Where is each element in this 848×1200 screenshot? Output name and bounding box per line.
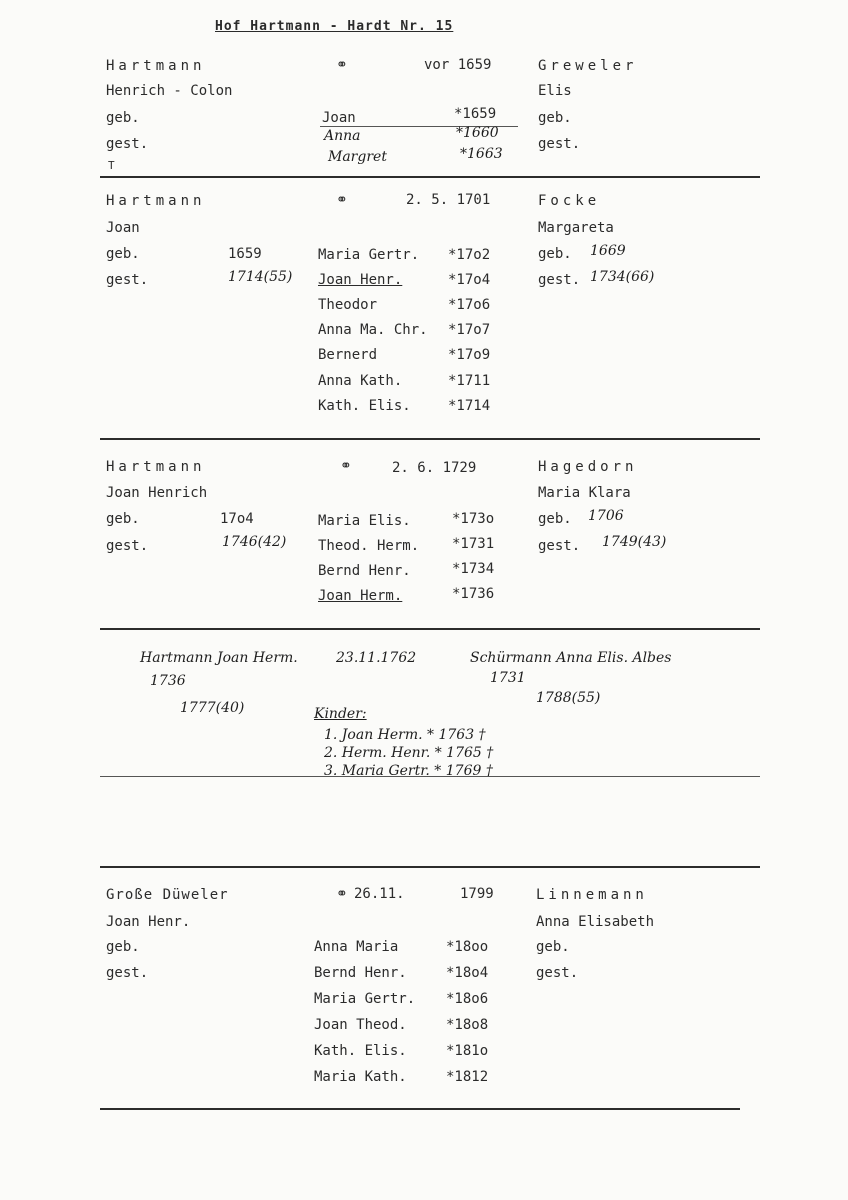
child-date: *173o [452,511,495,527]
child-name: Bernd Henr. [318,563,411,579]
child-date: *1663 [460,146,503,162]
child-date: *1731 [452,536,495,552]
husband-given-name: Joan [106,220,140,236]
husband-born: 17o4 [220,511,254,527]
child-name: Maria Elis. [318,513,411,529]
wife-born-label: geb. [538,110,572,126]
wife-born: 1669 [590,243,626,259]
child-date: *17o4 [448,272,491,288]
child-name: Anna [324,128,361,144]
wife-born-label: geb. [536,939,570,955]
child-name: Maria Gertr. [318,247,420,263]
husband-given-name: Joan Henr. [106,914,191,930]
marriage-symbol: ⚭ [336,192,348,208]
child-date: *1660 [456,125,499,141]
marriage-symbol: ⚭ [340,458,352,474]
child-name: Joan Henr. [318,272,403,288]
child-name: Joan Theod. [314,1017,407,1033]
wife-given-name: Anna Elisabeth [536,914,655,930]
husband-born: 1736 [150,673,186,689]
child-date: *181o [446,1043,489,1059]
section-divider [100,176,760,178]
section-divider [100,628,760,630]
wife-surname: Focke [538,193,601,209]
page-title: Hof Hartmann - Hardt Nr. 15 [215,19,454,34]
husband-died-label: gest. [106,965,149,981]
wife-name: Schürmann Anna Elis. Albes [470,650,672,666]
child-name: Anna Kath. [318,373,403,389]
husband-born-label: geb. [106,939,140,955]
wife-died-label: gest. [538,538,581,554]
child-date: *1812 [446,1069,489,1085]
section-divider [100,776,760,777]
marriage-date: 2. 5. 1701 [406,192,491,208]
wife-died: 1788(55) [536,690,601,706]
child-date: *17o6 [448,297,491,313]
child-date: *1711 [448,373,491,389]
child-name: Margret [328,149,387,165]
child-name: Bernd Henr. [314,965,407,981]
wife-died-label: gest. [536,965,579,981]
child-date: *17o2 [448,247,491,263]
husband-surname: Hartmann [106,459,206,475]
husband-surname: Hartmann [106,193,206,209]
wife-surname: Greweler [538,58,638,74]
child-date: *1714 [448,398,491,414]
section-divider [100,866,760,868]
section-divider [100,438,760,440]
husband-died: 1746(42) [222,534,287,550]
husband-died: 1714(55) [228,269,293,285]
wife-died: 1749(43) [602,534,667,550]
child-entry: 1. Joan Herm. * 1763 † [324,727,486,743]
husband-born-label: geb. [106,511,140,527]
child-date: *17o9 [448,347,491,363]
wife-given-name: Maria Klara [538,485,631,501]
husband-born-label: geb. [106,110,140,126]
husband-died-label: gest. [106,538,149,554]
child-name: Joan Herm. [318,588,403,604]
husband-name: Hartmann Joan Herm. [140,650,298,666]
child-date: *18o8 [446,1017,489,1033]
child-name: Maria Kath. [314,1069,407,1085]
child-name: Kath. Elis. [318,398,411,414]
child-date: *18oo [446,939,489,955]
wife-born-label: geb. [538,246,572,262]
child-date: *18o4 [446,965,489,981]
marriage-symbol: ⚭ [336,57,348,73]
wife-given-name: Elis [538,83,572,99]
child-name: Maria Gertr. [314,991,416,1007]
wife-died: 1734(66) [590,269,655,285]
husband-died-label: gest. [106,272,149,288]
wife-died-label: gest. [538,272,581,288]
wife-given-name: Margareta [538,220,614,236]
wife-surname: Hagedorn [538,459,638,475]
marriage-date: 23.11.1762 [336,650,417,666]
wife-surname: Linnemann [536,887,648,903]
husband-note: T [108,159,115,172]
child-date: *1659 [454,106,497,122]
wife-born: 1731 [490,670,526,686]
child-name: Kath. Elis. [314,1043,407,1059]
child-name: Theod. Herm. [318,538,420,554]
child-date: *18o6 [446,991,489,1007]
marriage-date: 26.11. [354,886,405,902]
husband-died: 1777(40) [180,700,245,716]
marriage-date: vor 1659 [424,57,492,73]
child-name: Theodor [318,297,378,313]
child-date: *1736 [452,586,495,602]
wife-born: 1706 [588,508,624,524]
husband-died-label: gest. [106,136,149,152]
husband-given-name: Henrich - Colon [106,83,233,99]
husband-surname: Große Düweler [106,887,229,903]
marriage-symbol: ⚭ [336,886,348,902]
husband-born: 1659 [228,246,262,262]
children-label: Kinder: [314,706,367,722]
child-date: *1734 [452,561,495,577]
husband-surname: Hartmann [106,58,206,74]
child-date: *17o7 [448,322,491,338]
husband-given-name: Joan Henrich [106,485,208,501]
husband-born-label: geb. [106,246,140,262]
child-name: Joan [322,110,356,126]
marriage-year: 1799 [460,886,494,902]
child-name: Anna Maria [314,939,399,955]
section-divider [100,1108,740,1110]
wife-born-label: geb. [538,511,572,527]
child-name: Anna Ma. Chr. [318,322,428,338]
child-entry: 3. Maria Gertr. * 1769 † [324,763,493,779]
wife-died-label: gest. [538,136,581,152]
child-name: Bernerd [318,347,378,363]
marriage-date: 2. 6. 1729 [392,460,477,476]
child-entry: 2. Herm. Henr. * 1765 † [324,745,494,761]
